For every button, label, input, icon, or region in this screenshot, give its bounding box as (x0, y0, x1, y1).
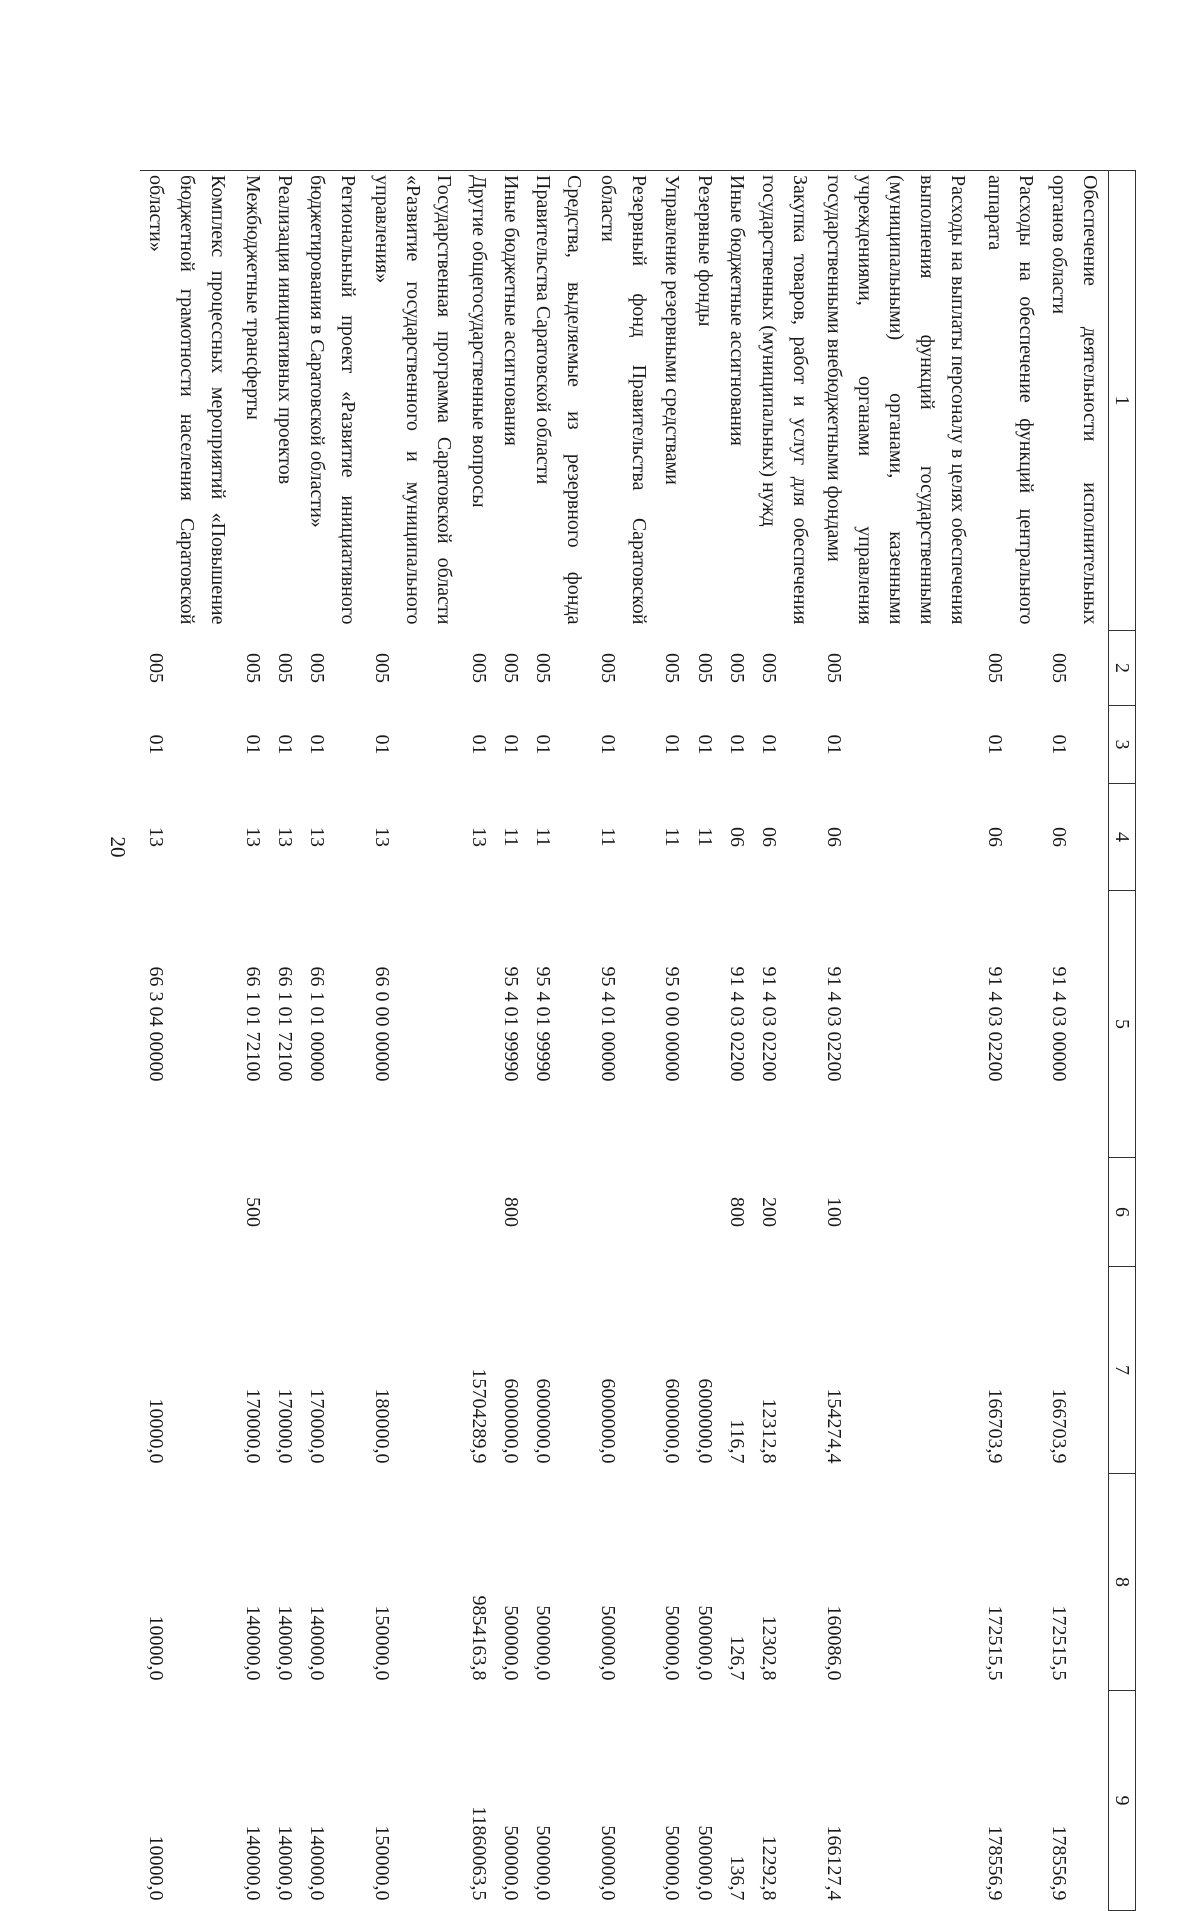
section-code-cell: 01 (241, 734, 264, 755)
row-name-cell: Обеспечение деятельности исполнительных органов области (1043, 171, 1108, 631)
target-code-cell: 91 4 03 00000 (1048, 966, 1071, 1082)
row-name-cell: Управление резервными средствами (656, 171, 688, 631)
subsection-code-cell: 11 (693, 827, 716, 847)
table-row (1043, 171, 1108, 1911)
table-header-row (1109, 171, 1136, 1911)
amount-col8-cell: 172515,5 (983, 1605, 1006, 1681)
table-row (818, 171, 979, 1911)
target-code-cell: 66 1 01 00000 (306, 966, 329, 1082)
column-header: 2 (1109, 631, 1136, 706)
subsection-code-cell: 11 (661, 827, 684, 847)
subsection-code-cell: 13 (274, 827, 297, 847)
amount-col9-cell: 150000,0 (370, 1825, 393, 1901)
amount-col8-cell: 9854163,8 (467, 1595, 490, 1681)
amount-col9-cell: 178556,9 (983, 1825, 1006, 1901)
table-row (527, 171, 592, 1911)
amount-col9-cell: 500000,0 (532, 1825, 555, 1901)
admin-code-cell: 005 (467, 653, 490, 683)
section-code-cell: 01 (822, 734, 845, 755)
target-code-cell: 91 4 03 02200 (983, 966, 1006, 1082)
subsection-code-cell: 11 (499, 827, 522, 847)
amount-col7-cell: 6000000,0 (499, 1378, 522, 1464)
expense-type-cell (979, 1158, 1044, 1267)
row-name-cell: Иные бюджетные ассигнования (495, 171, 527, 631)
subsection-code-cell: 11 (596, 827, 619, 847)
amount-col8-cell: 500000,0 (693, 1605, 716, 1681)
amount-col8-cell: 12302,8 (758, 1615, 781, 1681)
row-name-cell: Закупка товаров, работ и услуг для обеспечения государственных (муниципальных) нужд (753, 171, 818, 631)
subsection-code-cell: 06 (758, 827, 781, 847)
section-code-cell: 01 (306, 734, 329, 755)
column-header: 7 (1109, 1267, 1136, 1474)
section-code-cell: 01 (1048, 734, 1071, 755)
expense-type-cell (1043, 1158, 1108, 1267)
table-row (592, 171, 657, 1911)
row-name-cell: Иные бюджетные ассигнования (721, 171, 753, 631)
target-code-cell: 95 0 00 00000 (661, 966, 684, 1082)
target-code-cell: 95 4 01 99990 (499, 966, 522, 1082)
page-number: 20 (106, 836, 130, 858)
expense-type-cell: 100 (822, 1197, 845, 1227)
amount-col8-cell: 140000,0 (306, 1605, 329, 1681)
table-row (237, 171, 269, 1911)
section-code-cell: 01 (661, 734, 684, 755)
row-name-cell: Расходы на выплаты персоналу в целях обеспечения выполнения функций государственными (муниципальными) органами, казенными учреждениями, органами управления государственными внебюджетными фондами (818, 171, 979, 631)
admin-code-cell: 005 (758, 653, 781, 683)
amount-col9-cell: 140000,0 (306, 1825, 329, 1901)
section-code-cell: 01 (274, 734, 297, 755)
table-row (979, 171, 1044, 1911)
amount-col7-cell: 6000000,0 (532, 1378, 555, 1464)
section-code-cell: 01 (370, 734, 393, 755)
subsection-code-cell: 06 (725, 827, 748, 847)
column-header: 3 (1109, 706, 1136, 784)
amount-col9-cell: 500000,0 (693, 1825, 716, 1901)
table-row (721, 171, 753, 1911)
row-name-cell: Резервный фонд Правительства Саратовской области (592, 171, 657, 631)
amount-col8-cell: 500000,0 (499, 1605, 522, 1681)
target-code-cell: 66 0 00 00000 (370, 966, 393, 1082)
table-row (753, 171, 818, 1911)
amount-col7-cell: 166703,9 (1048, 1388, 1071, 1464)
expense-type-cell: 800 (725, 1197, 748, 1227)
section-code-cell: 01 (983, 734, 1006, 755)
target-code-cell: 66 3 04 00000 (145, 966, 167, 1082)
expense-type-cell (656, 1158, 688, 1267)
expense-type-cell: 800 (499, 1197, 522, 1227)
subsection-code-cell: 13 (306, 827, 329, 847)
target-code-cell (689, 891, 721, 1158)
section-code-cell: 01 (532, 734, 555, 755)
amount-col9-cell: 10000,0 (145, 1835, 167, 1901)
section-code-cell: 01 (725, 734, 748, 755)
table-row (269, 171, 301, 1911)
amount-col9-cell: 136,7 (725, 1855, 748, 1901)
section-code-cell: 01 (499, 734, 522, 755)
row-name-cell: Государственная программа Саратовской области «Развитие государственного и муниципального управления» (366, 171, 463, 631)
admin-code-cell: 005 (725, 653, 748, 683)
amount-col7-cell: 10000,0 (145, 1398, 167, 1464)
subsection-code-cell: 13 (241, 827, 264, 847)
column-header: 9 (1109, 1691, 1136, 1911)
amount-col7-cell: 170000,0 (274, 1388, 297, 1464)
row-name-cell: Резервные фонды (689, 171, 721, 631)
amount-col8-cell: 10000,0 (145, 1615, 167, 1681)
section-code-cell: 01 (467, 734, 490, 755)
table-row (495, 171, 527, 1911)
row-name-cell: Расходы на обеспечение функций центрального аппарата (979, 171, 1044, 631)
amount-col9-cell: 500000,0 (499, 1825, 522, 1901)
table-row (689, 171, 721, 1911)
target-code-cell: 91 4 03 02200 (725, 966, 748, 1082)
subsection-code-cell: 06 (983, 827, 1006, 847)
section-code-cell: 01 (145, 734, 167, 755)
expense-type-cell (527, 1158, 592, 1267)
amount-col7-cell: 166703,9 (983, 1388, 1006, 1464)
amount-col9-cell: 140000,0 (241, 1825, 264, 1901)
expense-type-cell (463, 1158, 495, 1267)
subsection-code-cell: 06 (1048, 827, 1071, 847)
row-name-cell: Другие общегосударственные вопросы (463, 171, 495, 631)
amount-col8-cell: 140000,0 (241, 1605, 264, 1681)
amount-col8-cell: 172515,5 (1048, 1605, 1071, 1681)
table-row (366, 171, 463, 1911)
table-row (656, 171, 688, 1911)
admin-code-cell: 005 (145, 653, 167, 683)
row-name-cell: Комплекс процессных мероприятий «Повышение бюджетной грамотности населения Саратовской области» (140, 171, 237, 631)
expense-type-cell (366, 1158, 463, 1267)
amount-col7-cell: 180000,0 (370, 1388, 393, 1464)
amount-col9-cell: 166127,4 (822, 1825, 845, 1901)
admin-code-cell: 005 (532, 653, 555, 683)
target-code-cell (463, 891, 495, 1158)
expense-type-cell: 200 (758, 1197, 781, 1227)
column-header: 4 (1109, 784, 1136, 891)
admin-code-cell: 005 (274, 653, 297, 683)
amount-col7-cell: 6000000,0 (693, 1378, 716, 1464)
table-row (301, 171, 366, 1911)
expense-type-cell (592, 1158, 657, 1267)
expense-type-cell (689, 1158, 721, 1267)
column-header: 1 (1109, 171, 1136, 631)
subsection-code-cell: 13 (467, 827, 490, 847)
section-code-cell: 01 (596, 734, 619, 755)
amount-col8-cell: 160086,0 (822, 1605, 845, 1681)
subsection-code-cell: 06 (822, 827, 845, 847)
admin-code-cell: 005 (1048, 653, 1071, 683)
subsection-code-cell: 11 (532, 827, 555, 847)
amount-col9-cell: 500000,0 (596, 1825, 619, 1901)
admin-code-cell: 005 (306, 653, 329, 683)
row-name-cell: Средства, выделяемые из резервного фонда Правительства Саратовской области (527, 171, 592, 631)
table-row (140, 171, 237, 1911)
target-code-cell: 91 4 03 02200 (758, 966, 781, 1082)
section-code-cell: 01 (693, 734, 716, 755)
admin-code-cell: 005 (370, 653, 393, 683)
amount-col8-cell: 150000,0 (370, 1605, 393, 1681)
row-name-cell: Реализация инициативных проектов (269, 171, 301, 631)
target-code-cell: 66 1 01 72100 (274, 966, 297, 1082)
admin-code-cell: 005 (693, 653, 716, 683)
amount-col9-cell: 500000,0 (661, 1825, 684, 1901)
amount-col8-cell: 126,7 (725, 1635, 748, 1681)
admin-code-cell: 005 (499, 653, 522, 683)
admin-code-cell: 005 (241, 653, 264, 683)
expense-type-cell: 500 (241, 1197, 264, 1227)
amount-col7-cell: 170000,0 (241, 1388, 264, 1464)
amount-col7-cell: 154274,4 (822, 1388, 845, 1464)
amount-col7-cell: 116,7 (725, 1419, 748, 1464)
amount-col9-cell: 11860063,5 (467, 1806, 490, 1901)
amount-col9-cell: 12292,8 (758, 1835, 781, 1901)
target-code-cell: 95 4 01 99990 (532, 966, 555, 1082)
subsection-code-cell: 13 (145, 827, 167, 847)
section-code-cell: 01 (758, 734, 781, 755)
admin-code-cell: 005 (822, 653, 845, 683)
admin-code-cell: 005 (983, 653, 1006, 683)
expense-type-cell (269, 1158, 301, 1267)
amount-col7-cell: 170000,0 (306, 1388, 329, 1464)
target-code-cell: 66 1 01 72100 (241, 966, 264, 1082)
amount-col8-cell: 500000,0 (532, 1605, 555, 1681)
amount-col7-cell: 6000000,0 (596, 1378, 619, 1464)
amount-col9-cell: 140000,0 (274, 1825, 297, 1901)
row-name-cell: Региональный проект «Развитие инициативного бюджетирования в Саратовской области» (301, 171, 366, 631)
subsection-code-cell: 13 (370, 827, 393, 847)
table-row (463, 171, 495, 1911)
column-header: 8 (1109, 1474, 1136, 1691)
amount-col8-cell: 140000,0 (274, 1605, 297, 1681)
amount-col7-cell: 12312,8 (758, 1398, 781, 1464)
amount-col7-cell: 6000000,0 (661, 1378, 684, 1464)
column-header: 5 (1109, 891, 1136, 1158)
amount-col7-cell: 15704289,9 (467, 1368, 490, 1464)
amount-col8-cell: 500000,0 (596, 1605, 619, 1681)
amount-col8-cell: 500000,0 (661, 1605, 684, 1681)
budget-table (140, 170, 1136, 1911)
admin-code-cell: 005 (596, 653, 619, 683)
amount-col9-cell: 178556,9 (1048, 1825, 1071, 1901)
column-header: 6 (1109, 1158, 1136, 1267)
admin-code-cell: 005 (661, 653, 684, 683)
target-code-cell: 91 4 03 02200 (822, 966, 845, 1082)
expense-type-cell (140, 1158, 237, 1267)
row-name-cell: Межбюджетные трансферты (237, 171, 269, 631)
expense-type-cell (301, 1158, 366, 1267)
target-code-cell: 95 4 01 00000 (596, 966, 619, 1082)
